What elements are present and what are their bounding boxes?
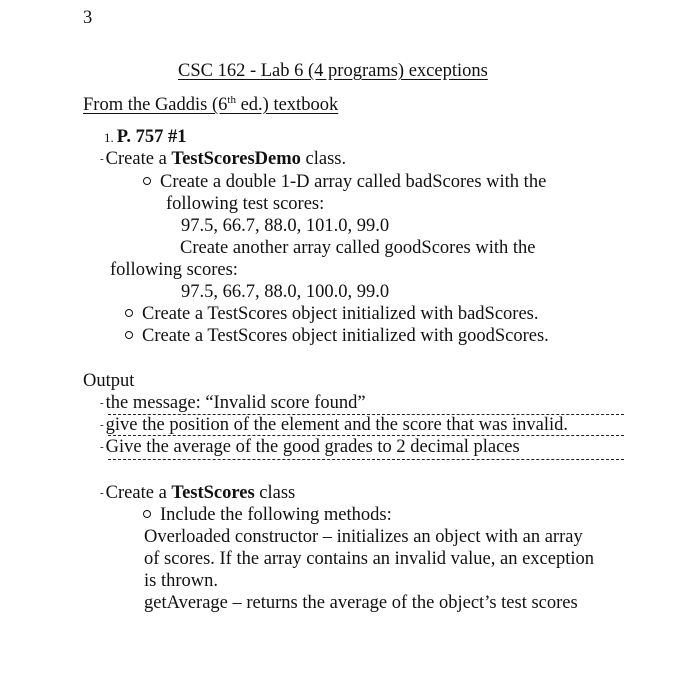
testscores-bullet (143, 504, 392, 526)
problem-heading (104, 126, 186, 149)
desc-line-4: getAverage – returns the average of the object’s test scores (144, 593, 578, 613)
demo-class-name: TestScoresDemo (171, 149, 301, 169)
bullet-2-text: Create a TestScores object initialized with badScores. (142, 304, 539, 324)
another-line-1: Create another array called goodScores with the (180, 238, 536, 258)
circle-bullet-icon (125, 309, 133, 317)
testscores-class-line (100, 482, 295, 504)
demo-class-line (100, 148, 346, 170)
dotted-divider (108, 459, 624, 460)
dash-bullet-icon: - (100, 487, 104, 499)
desc-line-1: Overloaded constructor – initializes an object with an array (144, 527, 583, 547)
dash-bullet-icon: - (100, 441, 104, 453)
testscores-suffix: class (254, 483, 296, 503)
demo-bullet-1 (143, 171, 546, 193)
demo-bullet-2 (125, 303, 539, 325)
problem-label: P. 757 #1 (116, 127, 187, 147)
dash-bullet-icon: - (100, 419, 104, 431)
page-number: 3 (83, 8, 93, 28)
output-heading: Output (83, 371, 135, 391)
bullet-1-line-2: following test scores: (166, 194, 325, 214)
subtitle (83, 94, 338, 116)
bullet-3-text: Create a TestScores object initialized with goodScores. (142, 326, 549, 346)
demo-suffix: class. (300, 149, 347, 169)
output-item (100, 392, 366, 414)
testscores-prefix: Create a (105, 483, 172, 503)
subtitle-prefix: From the Gaddis (6 (83, 95, 228, 115)
dash-bullet-icon: - (100, 397, 104, 409)
demo-prefix: Create a (105, 149, 172, 169)
output-item-text: give the position of the element and the score that was invalid. (105, 415, 569, 435)
demo-bullet-3 (125, 325, 549, 347)
bullet-1-line-1: Create a double 1-D array called badScores with the (160, 172, 547, 192)
output-item-text: the message: “Invalid score found” (105, 393, 366, 413)
testscores-class-name: TestScores (171, 483, 255, 503)
output-item (100, 414, 568, 436)
testscores-bullet-text: Include the following methods: (160, 505, 392, 525)
subtitle-sup: th (227, 93, 236, 106)
output-item (100, 436, 520, 458)
problem-number: 1. (104, 130, 114, 145)
circle-bullet-icon (143, 177, 151, 185)
desc-line-3: is thrown. (144, 571, 218, 591)
dash-bullet-icon: - (100, 153, 104, 165)
output-item-text: Give the average of the good grades to 2 decimal places (105, 437, 520, 457)
bad-scores: 97.5, 66.7, 88.0, 101.0, 99.0 (181, 216, 390, 236)
desc-line-2: of scores. If the array contains an invalid value, an exception (144, 549, 594, 569)
another-line-2: following scores: (110, 260, 238, 280)
circle-bullet-icon (143, 510, 151, 518)
good-scores: 97.5, 66.7, 88.0, 100.0, 99.0 (181, 282, 390, 302)
circle-bullet-icon (125, 331, 133, 339)
subtitle-suffix: ed.) textbook (235, 95, 339, 115)
page-title: CSC 162 - Lab 6 (4 programs) exceptions (178, 61, 488, 81)
